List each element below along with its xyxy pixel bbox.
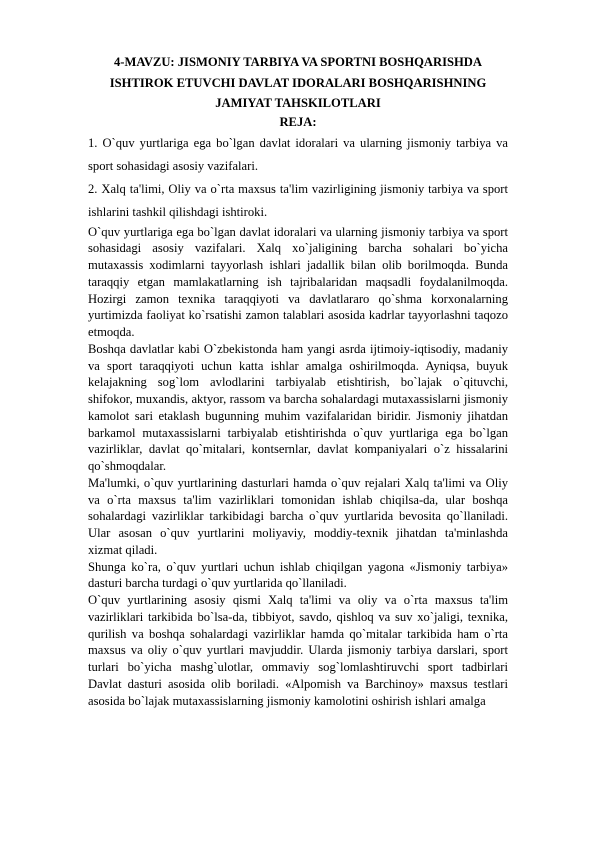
body-paragraph-5: O`quv yurtlarining asosiy qismi Xalq ta'limi va oliy va o`rta maxsus ta'lim vazirliklari tarkibida bo`lsa-da, tibbiyot, savdo, qishloq va suv xo`jaligi, texnika, qurilish va boshqa sohalardagi vazirliklar hamda qo`mitalar tarkibida ham o`rta maxsus va oliy o`quv yurtlari mavjuddir. Ularda jismoniy tarbiya darslari, sport turlari bo`yicha mashg`ulotlar, ommaviy sog`lomlashtiruvchi sport tadbirlari Davlat dasturi asosida olib boriladi. «Alpomish va Barchinoy» maxsus testlari asosida bo`lajak mutaxassislarning jismoniy kamolotini oshirish ishlari amalga: [88, 593, 508, 708]
title-line-2: ISHTIROK ETUVCHI DAVLAT IDORALARI BOSHQARISHNING: [109, 75, 487, 90]
title-line-1: 4-MAVZU: JISMONIY TARBIYA VA SPORTNI BOSHQARISHDA: [113, 55, 482, 69]
body-paragraph-3: Ma'lumki, o`quv yurtlarining dasturlari hamda o`quv rejalari Xalq ta'limi va Oliy va o`rta maxsus ta'lim vazirliklari tomonidan ishlab chiqilsa-da, ular boshqa sohalardagi vazirliklar tarkibidagi barcha o`quv yurtlarida bevosita qo`llaniladi. Ular asosan o`quv yurtlarini moliyaviy, moddiy-texnik jihatdan ta'minlashda xizmat qiladi.: [88, 475, 508, 557]
plan-heading: REJA:: [279, 114, 317, 129]
body-paragraph-4: Shunga ko`ra, o`quv yurtlari uchun ishlab chiqilgan yagona «Jismoniy tarbiya» dasturi barcha turdagi o`quv yurtlarida qo`llaniladi.: [88, 559, 508, 591]
plan-item-2: 2. Xalq ta'limi, Oliy va o`rta maxsus ta'lim vazirligining jismoniy tarbiya va sport ishlarini tashkil qilishdagi ishtiroki.: [88, 181, 508, 219]
document-title: [88, 52, 508, 114]
body-paragraph-2: Boshqa davlatlar kabi O`zbekistonda ham yangi asrda ijtimoiy-iqtisodiy, madaniy va sport taraqqiyoti uchun katta ishlar amalga oshirilmoqda. Ayniqsa, buyuk kelajakning sog`lom avlodlarini tarbiyalab etishtirish, bo`lajak o`qituvchi, shifokor, muxandis, aktyor, rassom va barcha sohalardagi mutaxassislarni jismoniy kamolot sari etaklash bugunning muhim vazifalaridan biridir. Jismoniy jihatdan barkamol mutaxassislarni tarbiyalab etishtirishda o`quv yurtlariga ega bo`lgan vazirliklar, davlat qo`mitalari, kontsernlar, davlat kompaniyalari o`z hissalarini qo`shmoqdalar.: [88, 341, 508, 473]
document-page: [88, 52, 508, 709]
plan-item-1: 1. O`quv yurtlariga ega bo`lgan davlat idoralari va ularning jismoniy tarbiya va sport sohasidagi asosiy vazifalari.: [88, 135, 508, 173]
title-line-3: JAMIYAT TAHSKILOTLARI: [215, 96, 381, 110]
body-paragraph-1: O`quv yurtlariga ega bo`lgan davlat idoralari va ularning jismoniy tarbiya va sport sohasidagi asosiy vazifalari. Xalq xo`jaligining barcha sohalari bo`yicha mutaxassis xodimlarni tayyorlash ishlari jadallik bilan olib borilmoqda. Bunda taraqqiy etgan mamlakatlarning ish tajribalaridan maqsadli foydalanilmoqda. Hozirgi zamon texnika taraqqiyoti va davlatlararo qo`shma korxonalarning yurtimizda faoliyat ko`rsatishi zamon talablari asosida kadrlar tayyorlashni taqozo etmoqda.: [88, 224, 508, 339]
